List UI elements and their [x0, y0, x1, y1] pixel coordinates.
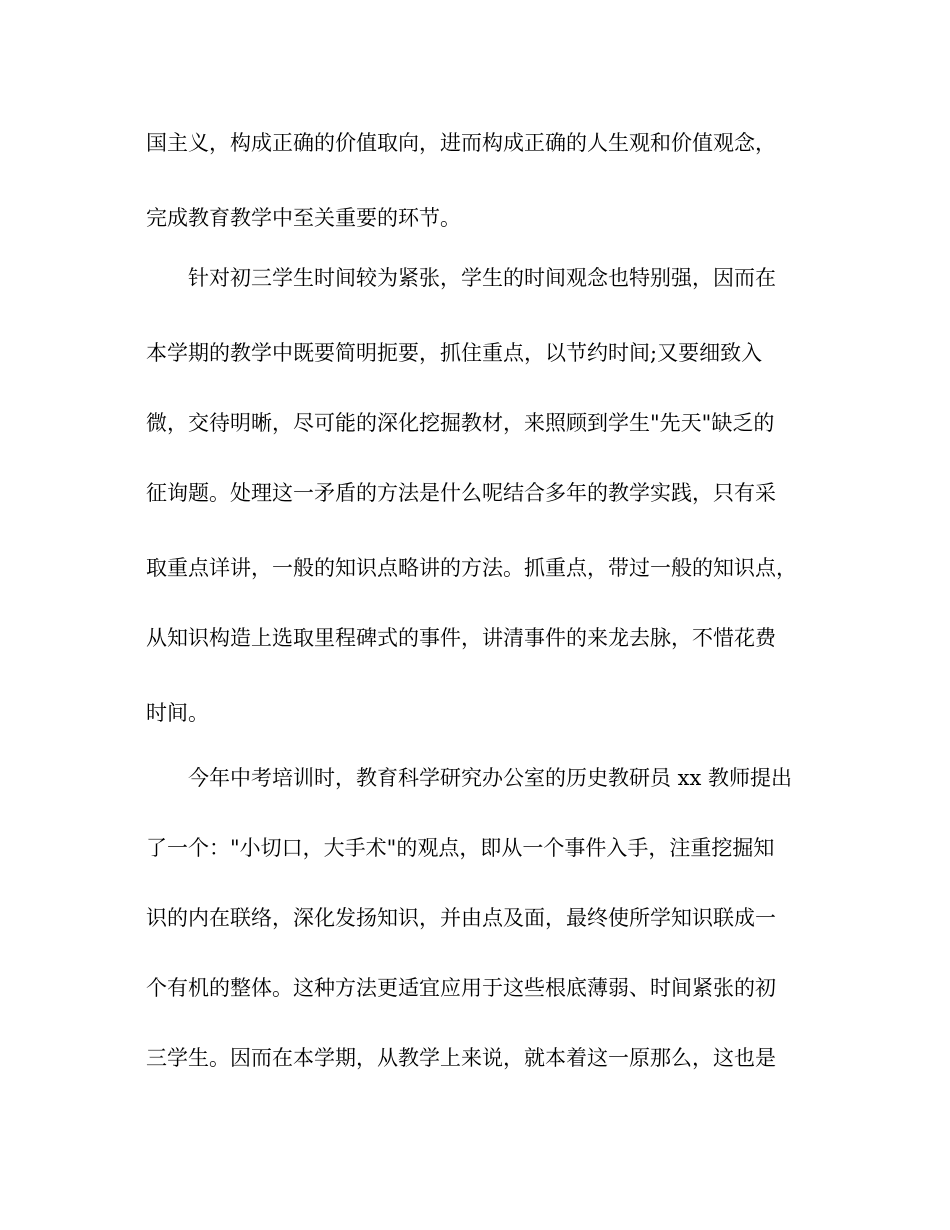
text-line: 从知识构造上选取里程碑式的事件，讲清事件的来龙去脉，不惜花费: [146, 626, 776, 650]
text-line: 征询题。处理这一矛盾的方法是什么呢结合多年的教学实践，只有采: [146, 481, 776, 505]
paragraph-start-line: 今年中考培训时，教育科学研究办公室的历史教研员 xx 教师提出: [188, 766, 793, 790]
text-line: 国主义，构成正确的价值取向，进而构成正确的人生观和价值观念，: [146, 131, 776, 155]
text-line: 本学期的教学中既要简明扼要，抓住重点，以节约时间;又要细致入: [146, 341, 763, 365]
text-line: 微，交待明晰，尽可能的深化挖掘教材，来照顾到学生"先天"缺乏的: [146, 411, 775, 435]
text-line: 三学生。因而在本学期，从教学上来说，就本着这一原那么，这也是: [146, 1046, 776, 1070]
text-line: 了一个："小切口，大手术"的观点，即从一个事件入手，注重挖掘知: [146, 836, 775, 860]
text-line: 个有机的整体。这种方法更适宜应用于这些根底薄弱、时间紧张的初: [146, 976, 776, 1000]
text-line: 完成教育教学中至关重要的环节。: [146, 206, 461, 230]
text-line: 取重点详讲，一般的知识点略讲的方法。抓重点，带过一般的知识点，: [146, 556, 797, 580]
text-line: 识的内在联络，深化发扬知识，并由点及面，最终使所学知识联成一: [146, 906, 776, 930]
text-line: 时间。: [146, 701, 209, 725]
paragraph-start-line: 针对初三学生时间较为紧张，学生的时间观念也特别强，因而在: [188, 266, 776, 290]
